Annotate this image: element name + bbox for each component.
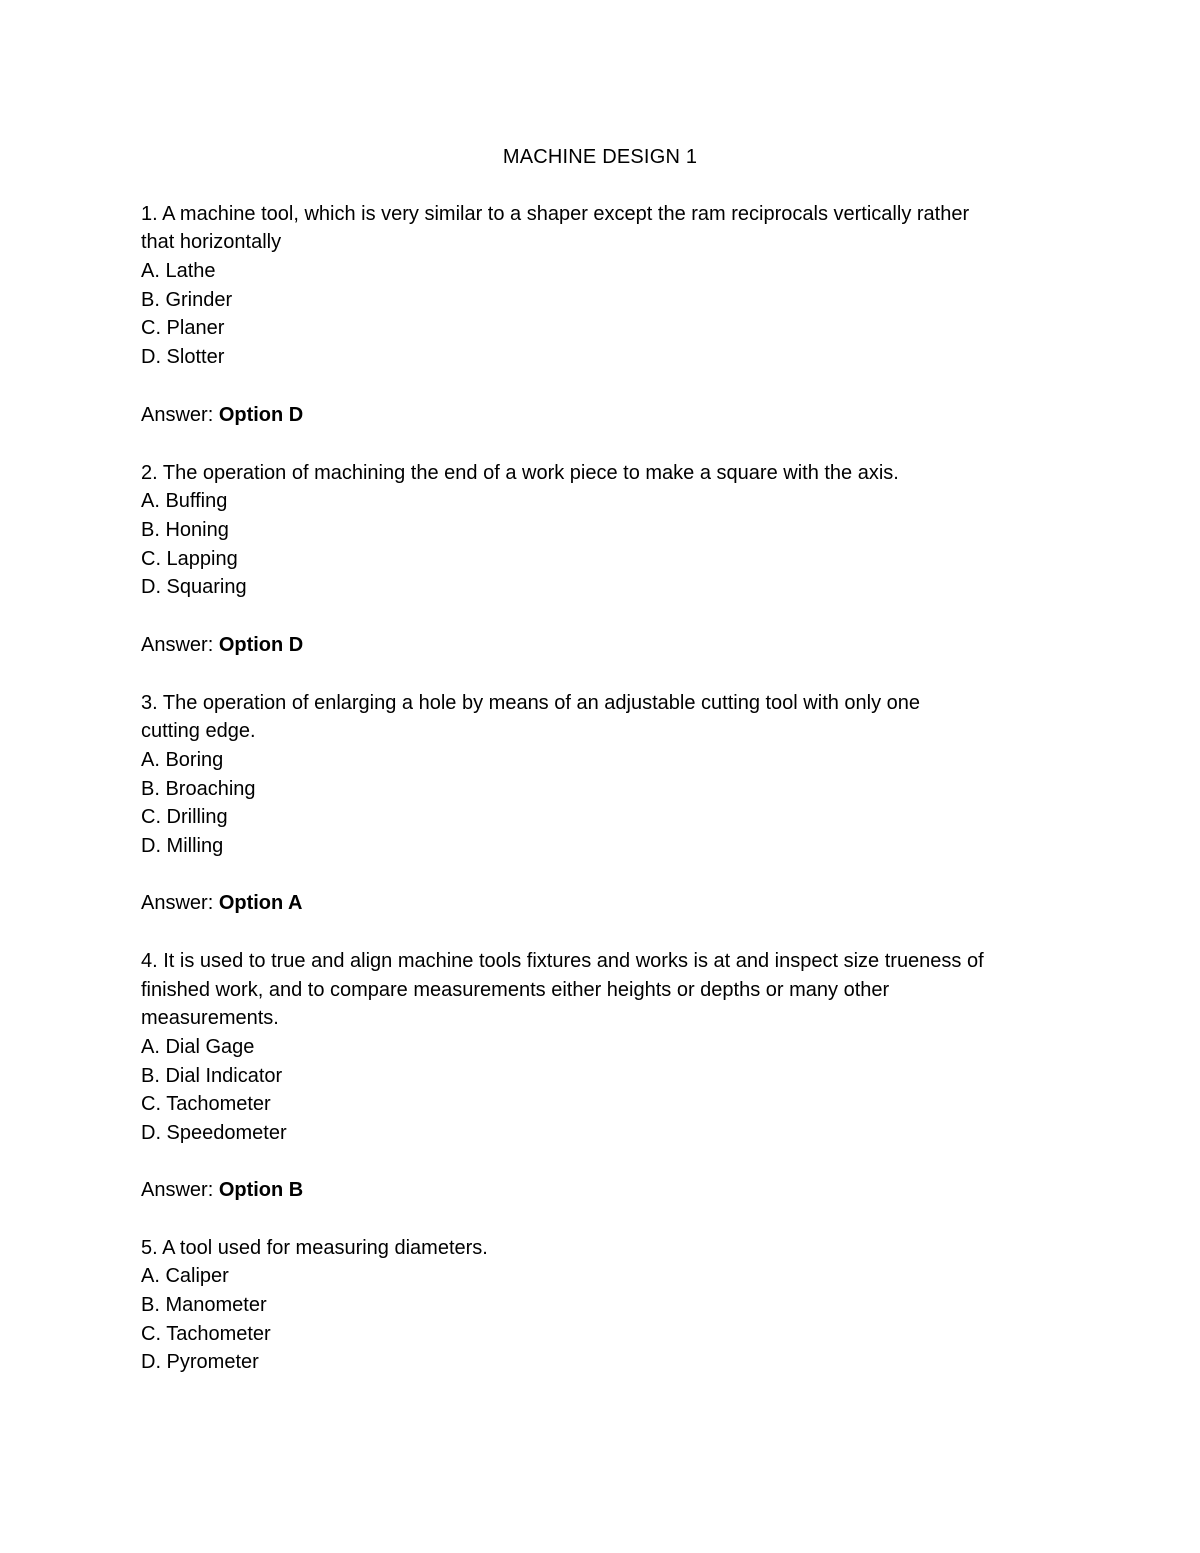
question-4-stem-line-1: 4. It is used to true and align machine tools fixtures and works is at and inspect size trueness of <box>141 950 984 972</box>
question-3-option-d: D. Milling <box>141 835 224 857</box>
answer-value: Option A <box>218 892 303 914</box>
question-4-option-c: C. Tachometer <box>141 1093 271 1115</box>
question-2-answer <box>141 631 303 659</box>
question-2-option-d: D. Squaring <box>141 576 247 598</box>
question-1-stem-line-1: 1. A machine tool, which is very similar to a shaper except the ram reciprocals vertically rather <box>141 203 970 225</box>
question-5-option-d: D. Pyrometer <box>141 1351 259 1373</box>
question-2-stem-line-1: 2. The operation of machining the end of a work piece to make a square with the axis. <box>141 462 899 484</box>
question-3-option-b: B. Broaching <box>141 778 256 800</box>
answer-label: Answer: <box>141 1179 219 1201</box>
question-3-option-c: C. Drilling <box>141 806 228 828</box>
question-2-option-c: C. Lapping <box>141 548 238 570</box>
question-2-option-a: A. Buffing <box>141 490 228 512</box>
question-4-option-a: A. Dial Gage <box>141 1036 255 1058</box>
question-4-stem-line-2: finished work, and to compare measurements either heights or depths or many other <box>141 979 890 1001</box>
question-1-option-a: A. Lathe <box>141 260 216 282</box>
question-1-answer <box>141 401 303 429</box>
question-3-stem-line-1: 3. The operation of enlarging a hole by means of an adjustable cutting tool with only one <box>141 692 921 714</box>
question-5-option-c: C. Tachometer <box>141 1323 271 1345</box>
question-2-option-b: B. Honing <box>141 519 229 541</box>
document-title: MACHINE DESIGN 1 <box>502 146 698 168</box>
question-5-option-b: B. Manometer <box>141 1294 267 1316</box>
question-3-stem-line-2: cutting edge. <box>141 720 256 742</box>
question-1-option-d: D. Slotter <box>141 346 225 368</box>
question-1-stem-line-2: that horizontally <box>141 231 282 253</box>
answer-value: Option D <box>218 404 304 426</box>
question-1-option-c: C. Planer <box>141 317 225 339</box>
question-4-option-b: B. Dial Indicator <box>141 1065 283 1087</box>
question-3-option-a: A. Boring <box>141 749 224 771</box>
question-3-answer <box>141 889 303 917</box>
question-4-answer <box>141 1176 303 1204</box>
answer-label: Answer: <box>141 404 219 426</box>
question-5-stem-line-1: 5. A tool used for measuring diameters. <box>141 1237 488 1259</box>
question-4-option-d: D. Speedometer <box>141 1122 287 1144</box>
answer-label: Answer: <box>141 634 219 656</box>
question-1-option-b: B. Grinder <box>141 289 233 311</box>
answer-value: Option B <box>218 1179 304 1201</box>
question-5-option-a: A. Caliper <box>141 1265 229 1287</box>
question-4-stem-line-3: measurements. <box>141 1007 279 1029</box>
answer-label: Answer: <box>141 892 219 914</box>
answer-value: Option D <box>218 634 304 656</box>
